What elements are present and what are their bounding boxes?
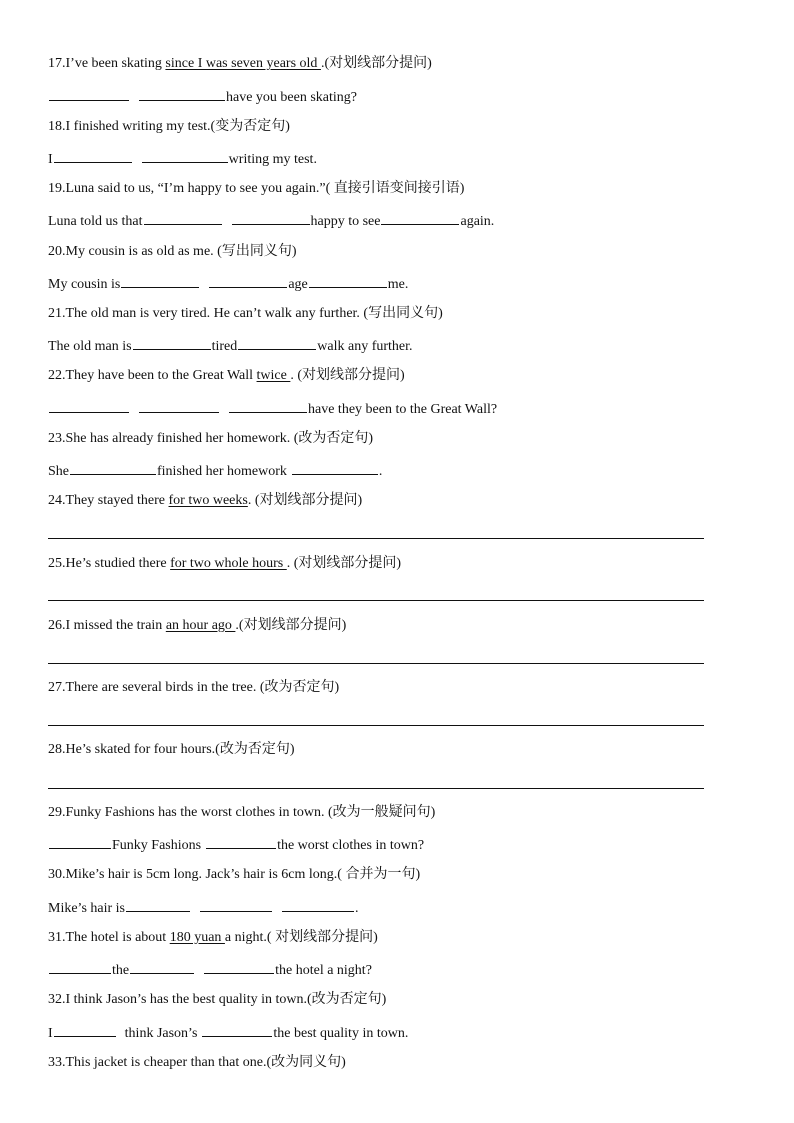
answer-20-mid: age: [288, 277, 308, 292]
answer-blank[interactable]: [139, 87, 225, 101]
answer-31-mid: the: [112, 963, 130, 978]
answer-21-head: The old man is: [48, 339, 132, 354]
question-24-prefix: 24.They stayed there: [48, 493, 169, 508]
answer-30: [48, 898, 359, 918]
answer-17: [48, 87, 357, 107]
question-22-underlined: twice: [256, 368, 291, 383]
answer-32-mid: think Jason’s: [124, 1026, 198, 1041]
answer-20-tail: me.: [387, 277, 409, 292]
answer-blank[interactable]: [309, 274, 387, 288]
answer-blank[interactable]: [49, 835, 111, 849]
answer-30-tail: .: [355, 901, 359, 916]
question-24-suffix: . (对划线部分提问): [247, 493, 363, 508]
answer-blank[interactable]: [130, 960, 194, 974]
question-25: [48, 555, 401, 573]
answer-line-25[interactable]: [48, 600, 704, 601]
answer-32-tail: the best quality in town.: [273, 1026, 409, 1041]
answer-blank[interactable]: [202, 1023, 272, 1037]
question-24: [48, 492, 362, 510]
question-26-underlined: an hour ago: [165, 618, 236, 633]
answer-blank[interactable]: [206, 835, 276, 849]
answer-23-mid: finished her homework: [157, 464, 287, 479]
question-31-underlined: 180 yuan: [169, 930, 225, 945]
question-17-suffix: .(对划线部分提问): [320, 56, 432, 71]
question-26-suffix: .(对划线部分提问): [235, 618, 347, 633]
question-22: [48, 367, 405, 385]
question-25-prefix: 25.He’s studied there: [48, 556, 171, 571]
answer-blank[interactable]: [238, 336, 316, 350]
answer-19-head: Luna told us that: [48, 214, 143, 229]
question-26: [48, 617, 346, 635]
answer-18-head: I: [48, 152, 53, 167]
answer-23: [48, 461, 382, 481]
answer-blank[interactable]: [282, 898, 354, 912]
question-23: 23.She has already finished her homework. (改为否定句): [48, 431, 374, 446]
answer-22: [48, 399, 497, 419]
answer-31-tail: the hotel a night?: [275, 963, 372, 978]
answer-21: [48, 336, 413, 356]
answer-blank[interactable]: [70, 461, 156, 475]
answer-blank[interactable]: [49, 960, 111, 974]
answer-blank[interactable]: [126, 898, 190, 912]
answer-blank[interactable]: [200, 898, 272, 912]
answer-blank[interactable]: [121, 274, 199, 288]
answer-blank[interactable]: [133, 336, 211, 350]
question-32: 32.I think Jason’s has the best quality in town.(改为否定句): [48, 992, 387, 1007]
question-17: [48, 55, 432, 73]
answer-23-tail: .: [378, 464, 383, 479]
answer-18: [48, 149, 317, 169]
question-17-underlined: since I was seven years old: [165, 56, 321, 71]
question-22-prefix: 22.They have been to the Great Wall: [48, 368, 257, 383]
question-29: 29.Funky Fashions has the worst clothes in town. (改为一般疑问句): [48, 805, 436, 820]
answer-blank[interactable]: [292, 461, 378, 475]
question-31-suffix: a night.( 对划线部分提问): [224, 930, 378, 945]
answer-32-head: I: [48, 1026, 53, 1041]
question-31-prefix: 31.The hotel is about: [48, 930, 170, 945]
answer-blank[interactable]: [49, 87, 129, 101]
answer-21-mid: tired: [211, 339, 238, 354]
answer-20-head: My cousin is: [48, 277, 121, 292]
answer-30-head: Mike’s hair is: [48, 901, 125, 916]
answer-blank[interactable]: [232, 211, 310, 225]
question-27: 27.There are several birds in the tree. (改为否定句): [48, 680, 340, 695]
question-19: 19.Luna said to us, “I’m happy to see you again.”( 直接引语变间接引语): [48, 181, 465, 196]
answer-blank[interactable]: [381, 211, 459, 225]
question-33: 33.This jacket is cheaper than that one.(改为同义句): [48, 1055, 346, 1070]
answer-29-tail: the worst clothes in town?: [277, 838, 425, 853]
answer-blank[interactable]: [54, 1023, 116, 1037]
question-24-underlined: for two weeks: [168, 493, 248, 508]
answer-blank[interactable]: [209, 274, 287, 288]
question-25-underlined: for two whole hours: [170, 556, 287, 571]
answer-line-24[interactable]: [48, 538, 704, 539]
question-18: 18.I finished writing my test.(变为否定句): [48, 119, 290, 134]
answer-line-26[interactable]: [48, 663, 704, 664]
answer-29-mid: Funky Fashions: [112, 838, 202, 853]
answer-32: [48, 1023, 408, 1043]
answer-17-tail: have you been skating?: [226, 90, 358, 105]
question-21: 21.The old man is very tired. He can’t walk any further. (写出同义句): [48, 306, 443, 321]
answer-29: [48, 835, 424, 855]
question-30: 30.Mike’s hair is 5cm long. Jack’s hair is 6cm long.( 合并为一句): [48, 867, 421, 882]
answer-21-tail: walk any further.: [317, 339, 413, 354]
answer-19-tail: again.: [460, 214, 495, 229]
answer-23-head: She: [48, 464, 69, 479]
question-17-prefix: 17.I’ve been skating: [48, 56, 166, 71]
question-20: 20.My cousin is as old as me. (写出同义句): [48, 244, 297, 259]
answer-18-tail: writing my test.: [228, 152, 317, 167]
answer-blank[interactable]: [229, 399, 307, 413]
answer-blank[interactable]: [54, 149, 132, 163]
answer-blank[interactable]: [144, 211, 222, 225]
question-31: [48, 929, 378, 947]
answer-31: [48, 960, 372, 980]
answer-22-tail: have they been to the Great Wall?: [308, 402, 498, 417]
answer-20: [48, 274, 408, 294]
question-25-suffix: . (对划线部分提问): [286, 556, 402, 571]
question-26-prefix: 26.I missed the train: [48, 618, 166, 633]
answer-blank[interactable]: [142, 149, 228, 163]
question-28: 28.He’s skated for four hours.(改为否定句): [48, 742, 295, 757]
answer-line-27[interactable]: [48, 725, 704, 726]
answer-blank[interactable]: [204, 960, 274, 974]
answer-blank[interactable]: [49, 399, 129, 413]
answer-19-mid: happy to see: [310, 214, 381, 229]
question-22-suffix: . (对划线部分提问): [290, 368, 405, 383]
answer-blank[interactable]: [139, 399, 219, 413]
answer-19: [48, 211, 494, 231]
answer-line-28[interactable]: [48, 788, 704, 789]
